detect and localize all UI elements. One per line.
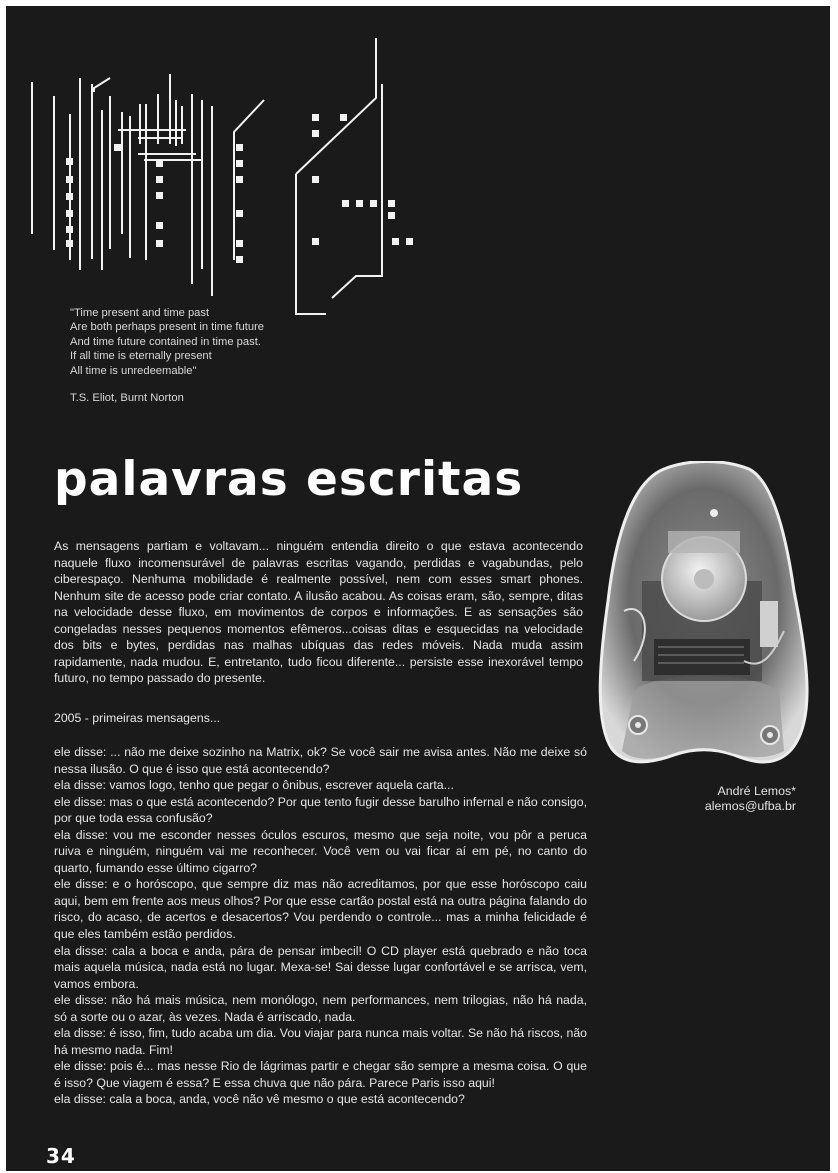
dialogue-block: [54, 744, 587, 1108]
epigraph-attribution: T.S. Eliot, Burnt Norton: [70, 392, 184, 405]
author-credit: [656, 784, 796, 814]
circuit-lines-graphic: [26, 34, 426, 324]
epigraph-line: All time is unredeemable": [70, 364, 197, 377]
intro-paragraph: As mensagens partiam e voltavam... ninguém entendia direito o que estava acontecendo naquele fluxo incomensurável de palavras escritas vagando, perdidas e vagabundas, pelo ciberespaço. Nenhuma mobilidade é realmente possível, nem com esses smart phones. Nenhum site de acesso pode criar contato. A ilusão acabou. As coisas eram, são, sempre, ditas na velocidade desse fluxo, em movimentos de corpos e informações. E as sensações são congeladas nesses pequenos momentos efêmeros...coisas ditas e esquecidas na velocidade dos bits e bytes, perdidas nas malhas ubíquas das redes móveis. Nada muda assim rapidamente, nada mudou. E, entretanto, tudo ficou diferente... persiste esse inexorável tempo futuro, no tempo passado do presente.: [54, 539, 583, 685]
dialogue-line: ele disse: ... não me deixe sozinho na Matrix, ok? Se você sair me avisa antes. Não me deixe só nessa ilusão. O que é isso que está acontecendo?: [54, 745, 587, 776]
dialogue-line: ele disse: não há mais música, nem monólogo, nem performances, nem trilogias, não há nada, só a sorte ou o azar, às vezes. Nada é arriscado, nada.: [54, 993, 587, 1024]
author-name: André Lemos*: [717, 784, 796, 798]
epigraph-line: If all time is eternally present: [70, 350, 212, 363]
article-title: palavras escritas: [54, 452, 524, 507]
dialogue-line: ela disse: vamos logo, tenho que pegar o ônibus, escrever aquela carta...: [54, 778, 454, 793]
dialogue-line: ele disse: pois é... mas nesse Rio de lágrimas partir e chegar são sempre a mesma coisa. O que é isso? Que viagem é essa? E essa chuva que não pára. Parece Paris isso aqui!: [54, 1059, 587, 1090]
dialogue-line: ela disse: cala a boca, anda, você não vê mesmo o que está acontecendo?: [54, 1092, 465, 1107]
section-subheading: 2005 - primeiras mensagens...: [54, 711, 221, 725]
epigraph: [70, 306, 310, 405]
epigraph-line: "Time present and time past: [70, 307, 210, 319]
magazine-page: [6, 6, 830, 1171]
transparent-mouse-photo: [594, 461, 816, 773]
author-email: alemos@ufba.br: [704, 799, 796, 813]
epigraph-line: And time future contained in time past.: [70, 335, 261, 348]
dialogue-line: ele disse: e o horóscopo, que sempre diz mas não acreditamos, por que esse horóscopo caiu aqui, bem em frente aos meus olhos? Por que esse cartão postal está na outra página falando do risco, do acaso, de acertos e desacertos? Vou perdendo o controle... mas a minha felicidade é que eles também estão perdidos.: [54, 877, 587, 942]
page-number: 34: [46, 1144, 76, 1168]
dialogue-line: ela disse: vou me esconder nesses óculos escuros, mesmo que seja noite, vou pôr a peruca ruiva e ninguém, ninguém vai me reconhecer. Você vem ou vai ficar aí em pé, no canto do quarto, fumando esse último cigarro?: [54, 827, 587, 875]
dialogue-line: ele disse: mas o que está acontecendo? Por que tento fugir desse barulho infernal e não consigo, por que toda essa confusão?: [54, 794, 587, 826]
dialogue-line: ela disse: cala a boca e anda, pára de pensar imbecil! O CD player está quebrado e não toca mais aquela música, nada está no lugar. Mexa-se! Sai desse lugar confortável e se arrisca, vem, vamos embora.: [54, 943, 587, 991]
dialogue-line: ela disse: é isso, fim, tudo acaba um dia. Vou viajar para nunca mais voltar. Se não há riscos, não há mesmo nada. Fim!: [54, 1026, 587, 1057]
epigraph-line: Are both perhaps present in time future: [70, 321, 265, 334]
